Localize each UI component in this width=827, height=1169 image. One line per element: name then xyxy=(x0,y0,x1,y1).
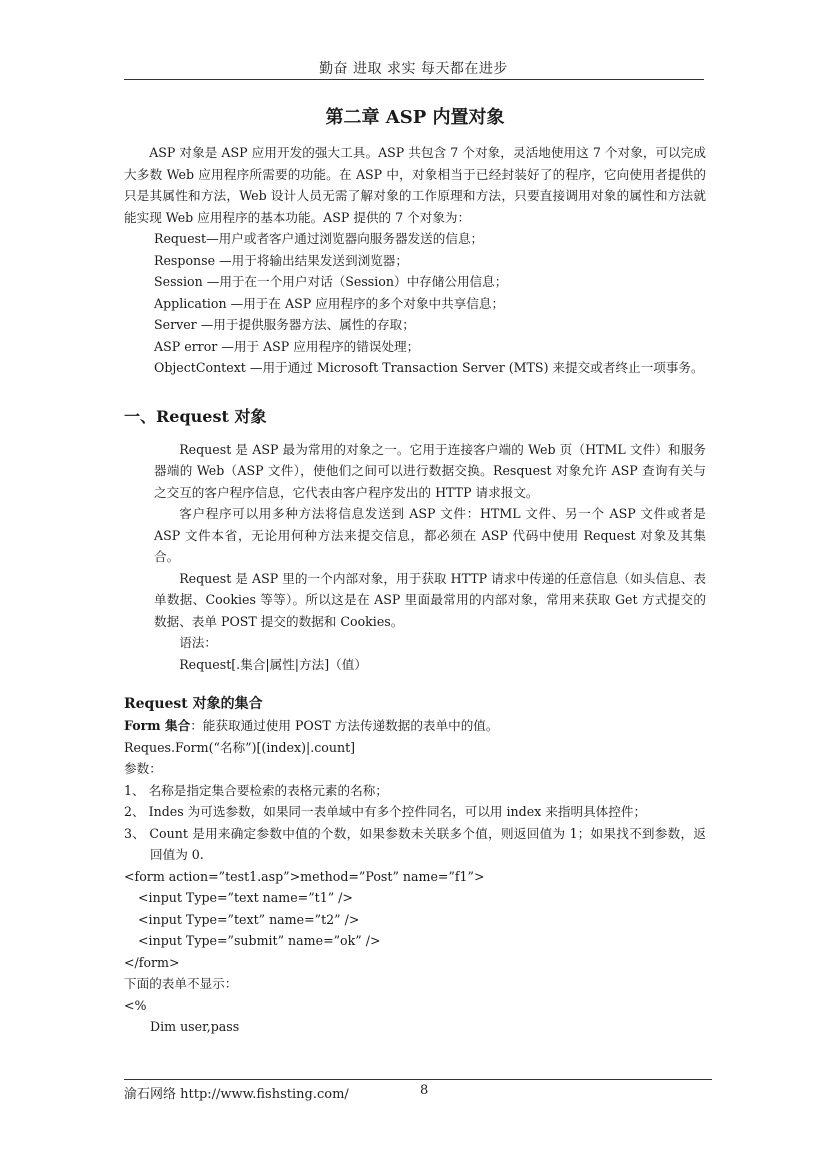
code-dim-line: Dim user,pass xyxy=(150,1019,240,1034)
code-form-open: <form action=”test1.asp”>method=”Post” name=”f1”> xyxy=(124,868,485,884)
object-item-objectcontext: ObjectContext —用于通过 Microsoft Transaction Server (MTS) 来提交或者终止一项事务。 xyxy=(154,360,704,375)
request-paragraph-1: Request 是 ASP 最为常用的对象之一。它用于连接客户端的 Web 页（HTML 文件）和服务器端的 Web（ASP 文件），使他们之间可以进行数据交换。Resquest 对象允许 ASP 查询有关与之交互的客户程序信息，它代表由客户程序发出的 HTTP 请求报文。 xyxy=(154,441,706,500)
syntax-text: Request[.集合|属性|方法]（值） xyxy=(179,656,367,672)
header-motto: 勤奋 进取 求实 每天都在进步 xyxy=(319,61,508,77)
code-form-close: </form> xyxy=(124,954,180,970)
param-item-3: 3、 Count 是用来确定参数中值的个数，如果参数未关联多个值，则返回值为 1；如果找不到参数，返回值为 0. xyxy=(124,825,706,862)
chapter-title: 第二章 ASP 内置对象 xyxy=(325,107,505,128)
object-item-application: Application —用于在 ASP 应用程序的多个对象中共享信息； xyxy=(154,295,505,311)
footer-text: 渝石网络 http://www.fishsting.com/ xyxy=(124,1087,349,1102)
object-list xyxy=(124,228,706,379)
object-item-response: Response —用于将输出结果发送到浏览器； xyxy=(154,252,408,268)
footer xyxy=(124,1083,429,1102)
object-item-session: Session —用于在一个用户对话（Session）中存储公用信息； xyxy=(154,274,508,289)
form-collection-desc: ：能获取通过使用 POST 方法传递数据的表单中的值。 xyxy=(190,718,499,733)
code-input-1: <input Type=”text name=”t1” /> xyxy=(138,890,353,905)
object-item-server: Server —用于提供服务器方法、属性的存取； xyxy=(154,317,415,332)
section-title-request: 一、Request 对象 xyxy=(124,406,267,426)
code-input-2: <input Type=”text” name=”t2” /> xyxy=(138,911,360,927)
footer-divider xyxy=(124,1079,712,1080)
param-item-1: 1、 名称是指定集合要检索的表格元素的名称； xyxy=(124,782,388,798)
code-note: 下面的表单不显示： xyxy=(124,976,238,991)
request-paragraph-2: 客户程序可以用多种方法将信息发送到 ASP 文件：HTML 文件、另一个 ASP 文件或者是 ASP 文件本省，无论用何种方法来提交信息，都必须在 ASP 代码中使用 Request 对象及其集合。 xyxy=(154,506,706,564)
collections-title: Request 对象的集合 xyxy=(124,696,263,712)
document-body xyxy=(124,106,706,1038)
request-paragraph-3: Request 是 ASP 里的一个内部对象，用于获取 HTTP 请求中传递的任意信息（如头信息、表单数据、Cookies 等等）。所以这是在 ASP 里面最常用的内部对象，常用来获取 Get 方式提交的数据、表单 POST 提交的数据和 Cookies。 xyxy=(154,570,706,629)
object-item-asp-error: ASP error —用于 ASP 应用程序的错误处理； xyxy=(154,338,420,354)
syntax-label: 语法： xyxy=(179,635,217,650)
code-asp-open: <% xyxy=(124,997,147,1013)
form-syntax: Reques.Form(“名称”)[(index)|.count] xyxy=(124,739,356,755)
object-item-request: Request—用户或者客户通过浏览器向服务器发送的信息； xyxy=(154,231,484,246)
header-divider xyxy=(124,79,704,80)
intro-paragraph: ASP 对象是 ASP 应用开发的强大工具。ASP 共包含 7 个对象，灵活地使用这 7 个对象，可以完成大多数 Web 应用程序所需要的功能。在 ASP 中，对象相当于已经封装好了的程序，它向使用者提供的只是其属性和方法，Web 设计人员无需了解对象的工作原理和方法，只要直接调用对象的属性和方法就能实现 Web 应用程序的基本功能。ASP 提供的 7 个对象为： xyxy=(124,145,706,225)
params-label: 参数： xyxy=(124,761,162,776)
param-item-2: 2、 Indes 为可选参数，如果同一表单域中有多个控件同名，可以用 index 来指明具体控件； xyxy=(124,804,647,819)
page-number: 8 xyxy=(420,1083,429,1098)
request-section-body xyxy=(124,439,706,676)
form-collection-line xyxy=(124,715,706,737)
form-collection-label: Form 集合 xyxy=(124,718,191,733)
code-input-3: <input Type=”submit” name=”ok” /> xyxy=(138,933,381,948)
